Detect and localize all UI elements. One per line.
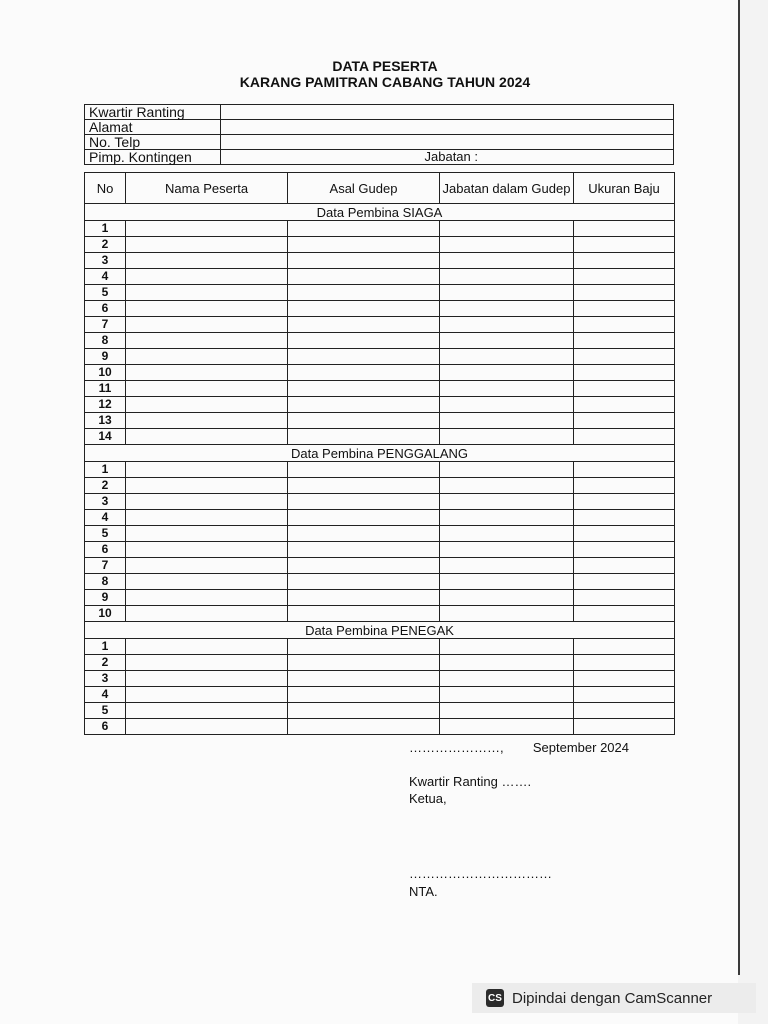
table-cell — [574, 558, 675, 574]
table-cell — [288, 655, 440, 671]
table-cell — [440, 333, 574, 349]
table-cell — [126, 333, 288, 349]
table-cell — [288, 381, 440, 397]
table-row — [85, 333, 675, 349]
label-pimp-kontingen: Pimp. Kontingen — [85, 150, 221, 165]
table-cell — [574, 317, 675, 333]
table-cell — [288, 253, 440, 269]
table-row — [85, 381, 675, 397]
table-cell — [126, 494, 288, 510]
table-cell — [440, 365, 574, 381]
section-row — [85, 622, 675, 639]
table-cell — [440, 285, 574, 301]
row-number: 1 — [85, 221, 126, 237]
table-cell — [288, 671, 440, 687]
participant-table — [84, 172, 675, 735]
table-cell — [288, 429, 440, 445]
table-row — [85, 606, 675, 622]
table-cell — [574, 590, 675, 606]
row-number: 3 — [85, 671, 126, 687]
table-cell — [574, 494, 675, 510]
table-cell — [574, 687, 675, 703]
document-title — [0, 58, 768, 90]
table-cell — [440, 574, 574, 590]
table-row — [85, 574, 675, 590]
scanner-footer-text: Dipindai dengan CamScanner — [512, 989, 713, 1007]
row-number: 1 — [85, 462, 126, 478]
table-cell — [574, 606, 675, 622]
signature-name-dots: …………………………… — [409, 866, 552, 881]
table-cell — [574, 639, 675, 655]
table-cell — [440, 349, 574, 365]
table-row — [85, 719, 675, 735]
row-number: 6 — [85, 719, 126, 735]
title-line-2: KARANG PAMITRAN CABANG TAHUN 2024 — [239, 74, 531, 90]
table-cell — [126, 221, 288, 237]
table-cell — [288, 221, 440, 237]
table-cell — [440, 221, 574, 237]
table-cell — [288, 333, 440, 349]
table-cell — [288, 462, 440, 478]
table-row — [85, 526, 675, 542]
table-cell — [440, 639, 574, 655]
table-cell — [126, 462, 288, 478]
table-cell — [126, 413, 288, 429]
row-number: 3 — [85, 253, 126, 269]
table-row — [85, 590, 675, 606]
table-cell — [126, 237, 288, 253]
section-row — [85, 445, 675, 462]
table-row — [85, 301, 675, 317]
header-nama-peserta: Nama Peserta — [126, 173, 288, 204]
signature-date: September 2024 — [532, 740, 629, 755]
table-cell — [574, 655, 675, 671]
table-cell — [440, 655, 574, 671]
table-cell — [288, 590, 440, 606]
table-row — [85, 253, 675, 269]
row-number: 13 — [85, 413, 126, 429]
field-alamat — [221, 120, 674, 135]
table-cell — [126, 285, 288, 301]
table-cell — [574, 269, 675, 285]
table-cell — [440, 526, 574, 542]
table-cell — [574, 301, 675, 317]
row-number: 11 — [85, 381, 126, 397]
table-cell — [288, 413, 440, 429]
table-cell — [126, 397, 288, 413]
table-cell — [574, 333, 675, 349]
header-no: No — [85, 173, 126, 204]
table-cell — [440, 397, 574, 413]
table-cell — [288, 237, 440, 253]
table-cell — [574, 526, 675, 542]
row-number: 6 — [85, 542, 126, 558]
table-cell — [440, 478, 574, 494]
section-title: Data Pembina PENEGAK — [85, 622, 675, 639]
table-cell — [440, 510, 574, 526]
signature-kwartir: Kwartir Ranting ……. — [409, 774, 532, 789]
table-cell — [126, 510, 288, 526]
table-cell — [440, 462, 574, 478]
table-row — [85, 429, 675, 445]
table-cell — [288, 397, 440, 413]
table-cell — [574, 510, 675, 526]
table-cell — [574, 429, 675, 445]
table-cell — [288, 639, 440, 655]
row-number: 1 — [85, 639, 126, 655]
table-cell — [126, 590, 288, 606]
table-cell — [126, 253, 288, 269]
row-number: 12 — [85, 397, 126, 413]
table-cell — [574, 237, 675, 253]
table-cell — [288, 365, 440, 381]
table-row — [85, 639, 675, 655]
table-cell — [126, 365, 288, 381]
table-cell — [440, 687, 574, 703]
row-number: 9 — [85, 349, 126, 365]
table-cell — [288, 703, 440, 719]
table-cell — [440, 317, 574, 333]
table-cell — [574, 349, 675, 365]
table-row — [85, 365, 675, 381]
table-cell — [288, 349, 440, 365]
table-cell — [288, 510, 440, 526]
table-cell — [126, 719, 288, 735]
table-row — [85, 671, 675, 687]
row-number: 14 — [85, 429, 126, 445]
row-number: 4 — [85, 269, 126, 285]
table-cell — [126, 317, 288, 333]
table-row — [85, 269, 675, 285]
row-number: 9 — [85, 590, 126, 606]
table-cell — [126, 542, 288, 558]
table-row — [85, 478, 675, 494]
row-number: 7 — [85, 558, 126, 574]
label-jabatan: Jabatan : — [221, 150, 674, 165]
table-cell — [440, 671, 574, 687]
table-cell — [126, 671, 288, 687]
label-no-telp: No. Telp — [85, 135, 221, 150]
row-number: 7 — [85, 317, 126, 333]
table-row — [85, 413, 675, 429]
table-row — [85, 317, 675, 333]
row-number: 2 — [85, 655, 126, 671]
row-number: 5 — [85, 526, 126, 542]
table-cell — [574, 221, 675, 237]
table-cell — [574, 574, 675, 590]
table-cell — [574, 381, 675, 397]
row-number: 6 — [85, 301, 126, 317]
table-row — [85, 349, 675, 365]
row-number: 10 — [85, 606, 126, 622]
table-cell — [440, 381, 574, 397]
table-cell — [440, 269, 574, 285]
row-number: 5 — [85, 703, 126, 719]
row-number: 4 — [85, 687, 126, 703]
table-cell — [440, 253, 574, 269]
table-cell — [574, 671, 675, 687]
table-cell — [574, 462, 675, 478]
header-ukuran-baju: Ukuran Baju — [574, 173, 675, 204]
scanner-footer — [472, 983, 756, 1013]
row-number: 5 — [85, 285, 126, 301]
table-row — [85, 462, 675, 478]
table-cell — [288, 687, 440, 703]
table-row — [85, 542, 675, 558]
table-cell — [574, 719, 675, 735]
table-cell — [574, 365, 675, 381]
table-cell — [126, 574, 288, 590]
table-cell — [126, 655, 288, 671]
table-cell — [440, 719, 574, 735]
header-form — [84, 104, 674, 165]
table-cell — [574, 413, 675, 429]
signature-nta: NTA. — [409, 884, 438, 899]
table-row — [85, 285, 675, 301]
table-cell — [126, 381, 288, 397]
label-kwartir-ranting: Kwartir Ranting — [85, 105, 221, 120]
table-cell — [288, 558, 440, 574]
section-row — [85, 204, 675, 221]
header-asal-gudep: Asal Gudep — [288, 173, 440, 204]
row-number: 8 — [85, 574, 126, 590]
camscanner-logo-icon: CS — [486, 989, 504, 1007]
table-cell — [126, 606, 288, 622]
title-line-1: DATA PESERTA — [332, 58, 438, 74]
table-cell — [574, 253, 675, 269]
table-cell — [126, 558, 288, 574]
table-cell — [288, 719, 440, 735]
label-alamat: Alamat — [85, 120, 221, 135]
table-row — [85, 703, 675, 719]
table-cell — [288, 301, 440, 317]
table-cell — [288, 478, 440, 494]
table-row — [85, 221, 675, 237]
table-cell — [440, 429, 574, 445]
page-edge — [738, 0, 740, 975]
field-kwartir-ranting — [221, 105, 674, 120]
table-cell — [440, 703, 574, 719]
table-cell — [126, 687, 288, 703]
table-cell — [440, 494, 574, 510]
table-cell — [126, 349, 288, 365]
table-cell — [574, 397, 675, 413]
table-cell — [126, 639, 288, 655]
table-cell — [440, 237, 574, 253]
table-cell — [440, 606, 574, 622]
table-row — [85, 397, 675, 413]
table-header-row — [85, 173, 675, 204]
section-title: Data Pembina PENGGALANG — [85, 445, 675, 462]
row-number: 2 — [85, 478, 126, 494]
table-cell — [288, 606, 440, 622]
table-cell — [440, 301, 574, 317]
table-row — [85, 494, 675, 510]
table-cell — [288, 269, 440, 285]
table-cell — [126, 703, 288, 719]
table-cell — [574, 703, 675, 719]
table-cell — [288, 285, 440, 301]
section-title: Data Pembina SIAGA — [85, 204, 675, 221]
place-dots: …………………, — [409, 740, 504, 755]
signature-ketua: Ketua, — [409, 791, 447, 806]
field-no-telp — [221, 135, 674, 150]
table-cell — [440, 413, 574, 429]
table-cell — [126, 301, 288, 317]
table-cell — [574, 478, 675, 494]
table-body — [85, 204, 675, 735]
row-number: 2 — [85, 237, 126, 253]
table-cell — [126, 429, 288, 445]
table-cell — [288, 542, 440, 558]
table-row — [85, 510, 675, 526]
table-cell — [126, 269, 288, 285]
table-row — [85, 655, 675, 671]
table-cell — [440, 558, 574, 574]
table-cell — [288, 494, 440, 510]
table-cell — [126, 526, 288, 542]
table-cell — [440, 542, 574, 558]
signature-date-line — [409, 740, 629, 755]
table-row — [85, 687, 675, 703]
row-number: 3 — [85, 494, 126, 510]
table-cell — [574, 285, 675, 301]
table-cell — [440, 590, 574, 606]
table-cell — [288, 526, 440, 542]
table-cell — [126, 478, 288, 494]
table-row — [85, 558, 675, 574]
header-jabatan-gudep: Jabatan dalam Gudep — [440, 173, 574, 204]
row-number: 4 — [85, 510, 126, 526]
row-number: 8 — [85, 333, 126, 349]
table-row — [85, 237, 675, 253]
row-number: 10 — [85, 365, 126, 381]
table-cell — [288, 574, 440, 590]
table-cell — [574, 542, 675, 558]
table-cell — [288, 317, 440, 333]
